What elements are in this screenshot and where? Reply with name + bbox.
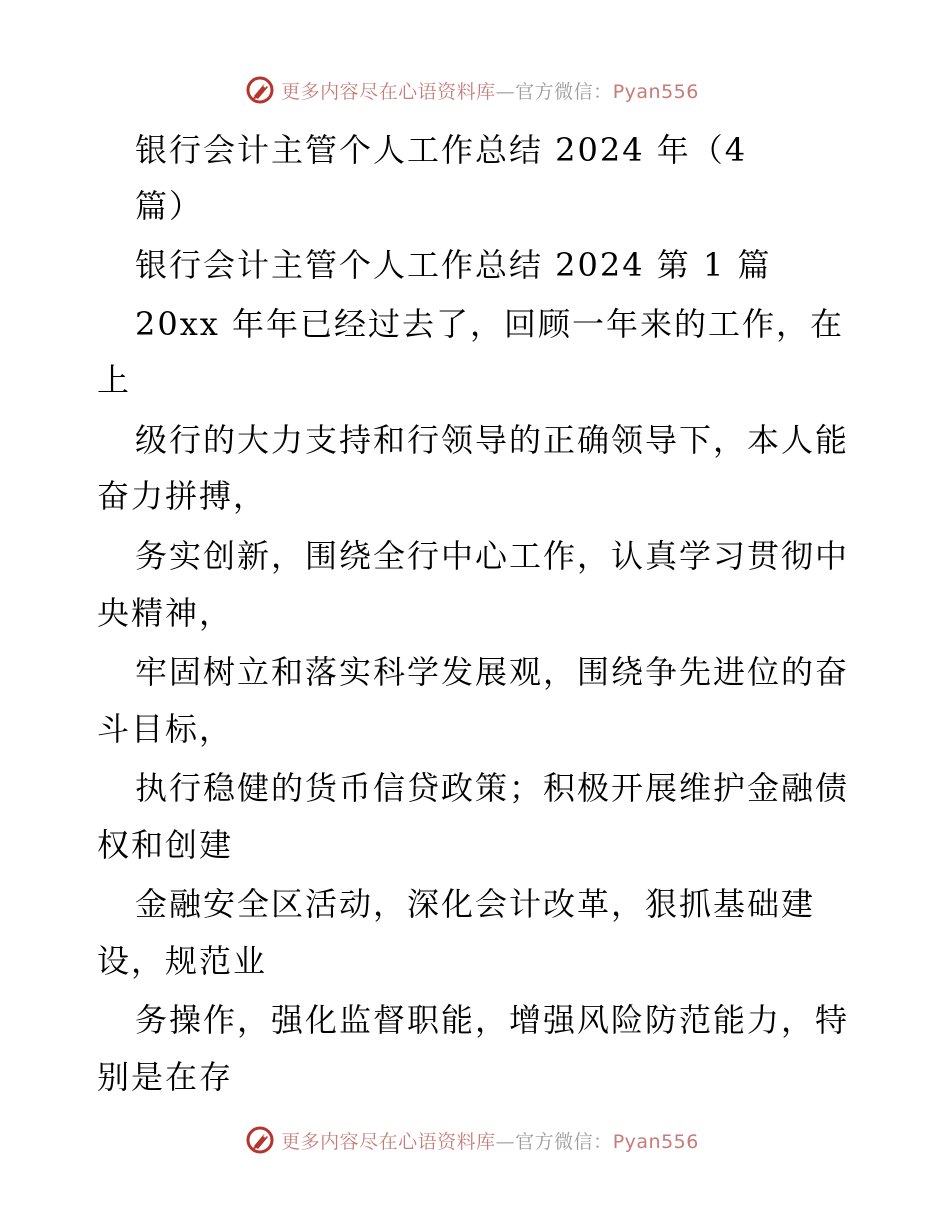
- text-line-13: 权和创建: [97, 826, 234, 864]
- header-banner: [0, 70, 950, 110]
- header-wechat-id: Pyan556: [612, 80, 699, 103]
- text-line-10: 牢固树立和落实科学发展观，围绕争先进位的奋: [135, 653, 850, 691]
- text-line-1: 银行会计主管个人工作总结 2024 年（4: [135, 131, 748, 169]
- text-line-3: 银行会计主管个人工作总结 2024 第 1 篇: [135, 246, 772, 284]
- header-site-text: 更多内容尽在心语资料库: [281, 80, 496, 103]
- text-line-4: 20xx 年年已经过去了，回顾一年来的工作，在: [135, 305, 844, 343]
- footer-site-text: 更多内容尽在心语资料库: [281, 1130, 496, 1153]
- header-banner-text: [281, 77, 699, 104]
- text-line-9: 央精神，: [97, 594, 234, 632]
- footer-banner-text: [281, 1127, 699, 1154]
- footer-banner: [0, 1120, 950, 1160]
- header-wechat-label: 官方微信：: [515, 80, 613, 103]
- text-line-2: 篇）: [135, 187, 204, 225]
- text-line-16: 务操作，强化监督职能，增强风险防范能力，特: [135, 1001, 850, 1039]
- footer-wechat-id: Pyan556: [612, 1130, 699, 1153]
- pen-nib-logo-icon: [245, 75, 275, 105]
- header-banner-inner: [245, 75, 699, 105]
- footer-wechat-label: 官方微信：: [515, 1130, 613, 1153]
- footer-banner-inner: [245, 1125, 699, 1155]
- header-separator: —: [495, 80, 516, 103]
- text-line-11: 斗目标，: [97, 710, 234, 748]
- text-line-7: 奋力拼搏，: [97, 477, 268, 515]
- text-line-12: 执行稳健的货币信贷政策；积极开展维护金融债: [135, 769, 850, 807]
- text-line-17: 别是在存: [97, 1058, 234, 1096]
- text-line-14: 金融安全区活动，深化会计改革，狠抓基础建: [135, 885, 816, 923]
- pen-nib-logo-icon: [245, 1125, 275, 1155]
- text-line-6: 级行的大力支持和行领导的正确领导下，本人能: [135, 421, 850, 459]
- text-line-5: 上: [97, 361, 132, 399]
- text-line-8: 务实创新，围绕全行中心工作，认真学习贯彻中: [135, 537, 850, 575]
- footer-separator: —: [495, 1130, 516, 1153]
- text-line-15: 设，规范业: [97, 942, 268, 980]
